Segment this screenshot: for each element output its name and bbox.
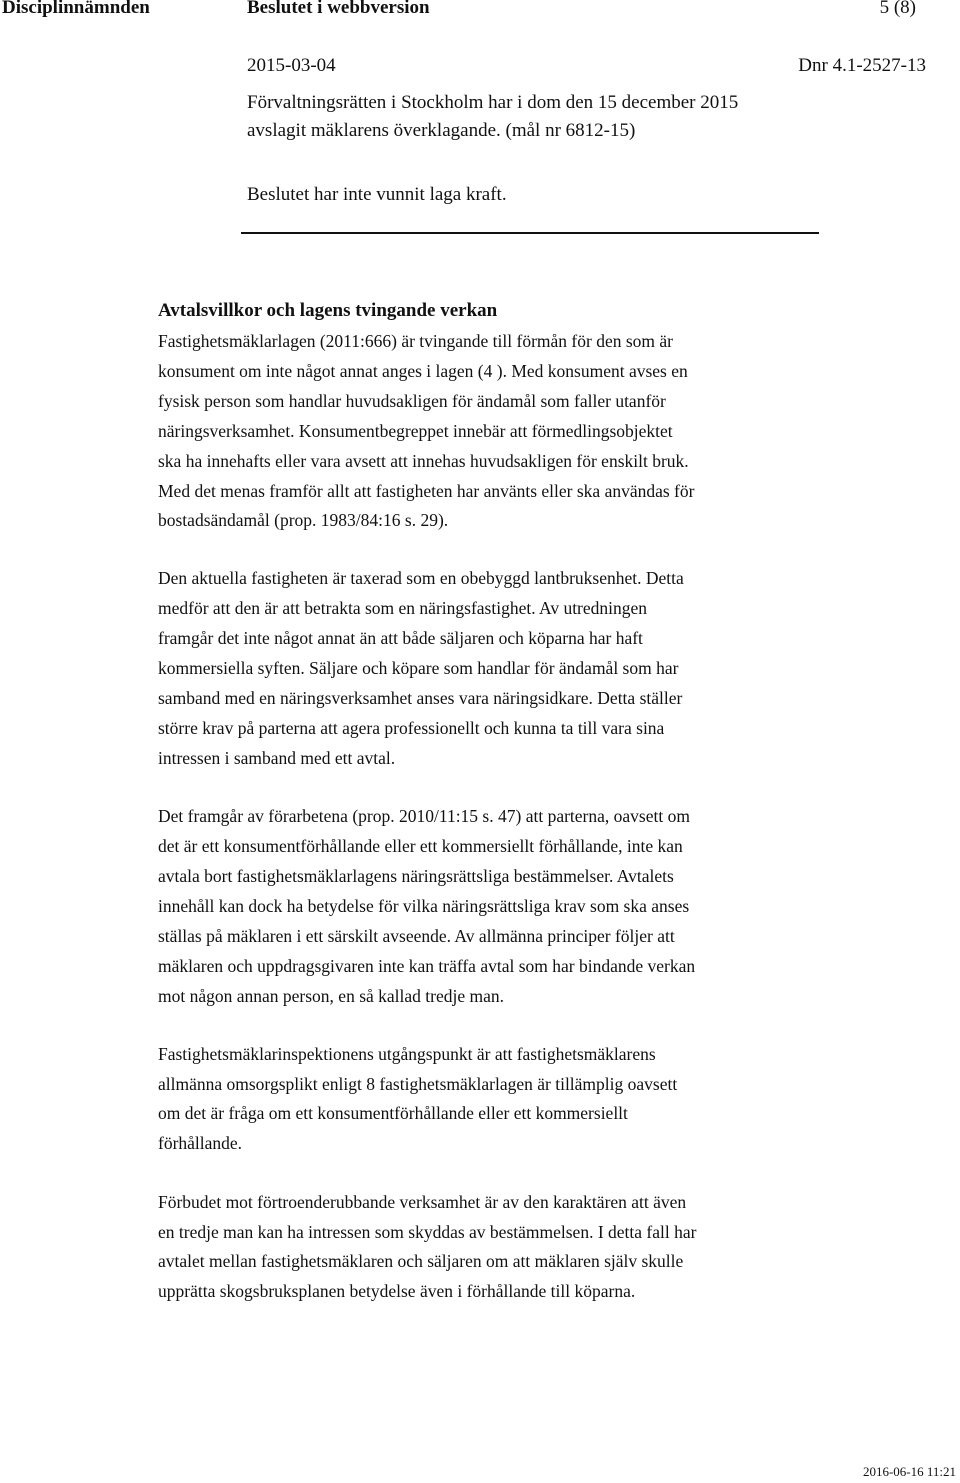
decision-status: Beslutet har inte vunnit laga kraft. (247, 184, 507, 205)
header-org: Disciplinnämnden (2, 0, 150, 18)
document-date: 2015-03-04 (247, 55, 336, 76)
text-line: ställas på mäklaren i ett särskilt avseende. Av allmänna principer följer att (158, 926, 675, 946)
text-line: Den aktuella fastigheten är taxerad som en obebyggd lantbruksenhet. Detta (158, 568, 684, 588)
text-line: bostadsändamål (prop. 1983/84:16 s. 29). (158, 510, 449, 530)
horizontal-divider (241, 232, 819, 234)
text-line: ska ha innehafts eller vara avsett att innehas huvudsakligen för enskilt bruk. (158, 451, 689, 471)
text-line: avtala bort fastighetsmäklarlagens näringsrättsliga bestämmelser. Avtalets (158, 866, 674, 886)
text-line: Fastighetsmäklarinspektionens utgångspunkt är att fastighetsmäklarens (158, 1044, 656, 1064)
text-line: framgår det inte något annat än att både säljaren och köparna har haft (158, 628, 643, 648)
text-line: om det är fråga om ett konsumentförhållande eller ett kommersiellt (158, 1103, 628, 1123)
text-line: större krav på parterna att agera professionellt och kunna ta till vara sina (158, 718, 665, 738)
text-line: medför att den är att betrakta som en näringsfastighet. Av utredningen (158, 598, 648, 618)
footer-timestamp: 2016-06-16 11:21 (862, 1464, 956, 1479)
meta-line: avslagit mäklarens överklagande. (mål nr 6812-15) (247, 120, 636, 141)
text-line: det är ett konsumentförhållande eller ett kommersiellt förhållande, inte kan (158, 836, 683, 856)
text-line: kommersiella syften. Säljare och köpare som handlar för ändamål som har (158, 658, 679, 678)
text-line: konsument om inte något annat anges i lagen (4 ). Med konsument avses en (158, 361, 688, 381)
text-line: intressen i samband med ett avtal. (158, 748, 396, 768)
text-line: mot någon annan person, en så kallad tredje man. (158, 986, 505, 1006)
text-line: Förbudet mot förtroenderubbande verksamhet är av den karaktären att även (158, 1192, 687, 1212)
text-line: Det framgår av förarbetena (prop. 2010/11:15 s. 47) att parterna, oavsett om (158, 806, 690, 826)
text-line: Fastighetsmäklarlagen (2011:666) är tvingande till förmån för den som är (158, 331, 673, 351)
text-line: allmänna omsorgsplikt enligt 8 fastighetsmäklarlagen är tillämplig oavsett (158, 1074, 678, 1094)
meta-line: Förvaltningsrätten i Stockholm har i dom den 15 december 2015 (247, 92, 739, 113)
page-number: 5 (8) (879, 0, 916, 18)
header-doc-type: Beslutet i webbversion (247, 0, 430, 18)
text-line: mäklaren och uppdragsgivaren inte kan träffa avtal som har bindande verkan (158, 956, 696, 976)
text-line: fysisk person som handlar huvudsakligen för ändamål som faller utanför (158, 391, 666, 411)
text-line: näringsverksamhet. Konsumentbegreppet innebär att förmedlingsobjektet (158, 421, 673, 441)
text-line: förhållande. (158, 1133, 243, 1153)
text-line: upprätta skogsbruksplanen betydelse även i förhållande till köparna. (158, 1281, 636, 1301)
text-line: en tredje man kan ha intressen som skyddas av bestämmelsen. I detta fall har (158, 1222, 697, 1242)
text-line: Med det menas framför allt att fastigheten har använts eller ska användas för (158, 481, 695, 501)
text-line: samband med en näringsverksamhet anses vara näringsidkare. Detta ställer (158, 688, 683, 708)
text-line: innehåll kan dock ha betydelse för vilka näringsrättsliga krav som ska anses (158, 896, 690, 916)
text-line: avtalet mellan fastighetsmäklaren och säljaren om att mäklaren själv skulle (158, 1251, 684, 1271)
section-heading: Avtalsvillkor och lagens tvingande verkan (158, 300, 498, 321)
document-dnr: Dnr 4.1-2527-13 (798, 55, 926, 76)
